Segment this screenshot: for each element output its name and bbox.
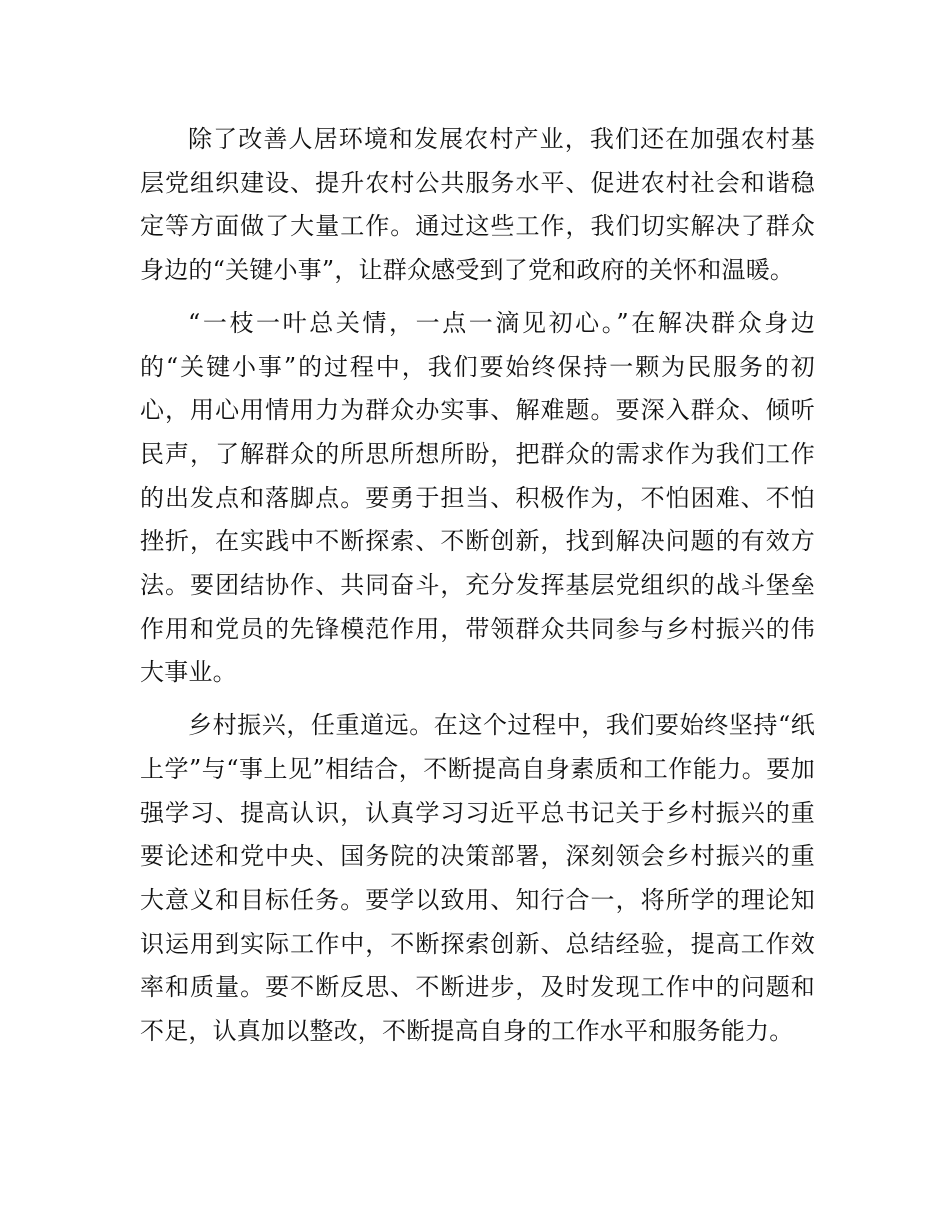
paragraph-1: 除了改善人居环境和发展农村产业，我们还在加强农村基层党组织建设、提升农村公共服务水平、促进农村社会和谐稳定等方面做了大量工作。通过这些工作，我们切实解决了群众身边的“关键小事”，让群众感受到了党和政府的关怀和温暖。 (140, 125, 815, 285)
paragraph-2: “一枝一叶总关情，一点一滴见初心。”在解决群众身边的“关键小事”的过程中，我们要始终保持一颗为民服务的初心，用心用情用力为群众办实事、解难题。要深入群众、倾听民声，了解群众的所思所想所盼，把群众的需求作为我们工作的出发点和落脚点。要勇于担当、积极作为，不怕困难、不怕挫折，在实践中不断探索、不断创新，找到解决问题的有效方法。要团结协作、共同奋斗，充分发挥基层党组织的战斗堡垒作用和党员的先锋模范作用，带领群众共同参与乡村振兴的伟大事业。 (140, 308, 815, 687)
paragraph-3: 乡村振兴，任重道远。在这个过程中，我们要始终坚持“纸上学”与“事上见”相结合，不断提高自身素质和工作能力。要加强学习、提高认识，认真学习习近平总书记关于乡村振兴的重要论述和党中央、国务院的决策部署，深刻领会乡村振兴的重大意义和目标任务。要学以致用、知行合一，将所学的理论知识运用到实际工作中，不断探索创新、总结经验，提高工作效率和质量。要不断反思、不断进步，及时发现工作中的问题和不足，认真加以整改，不断提高自身的工作水平和服务能力。 (140, 711, 815, 1046)
document-page (140, 118, 815, 1054)
